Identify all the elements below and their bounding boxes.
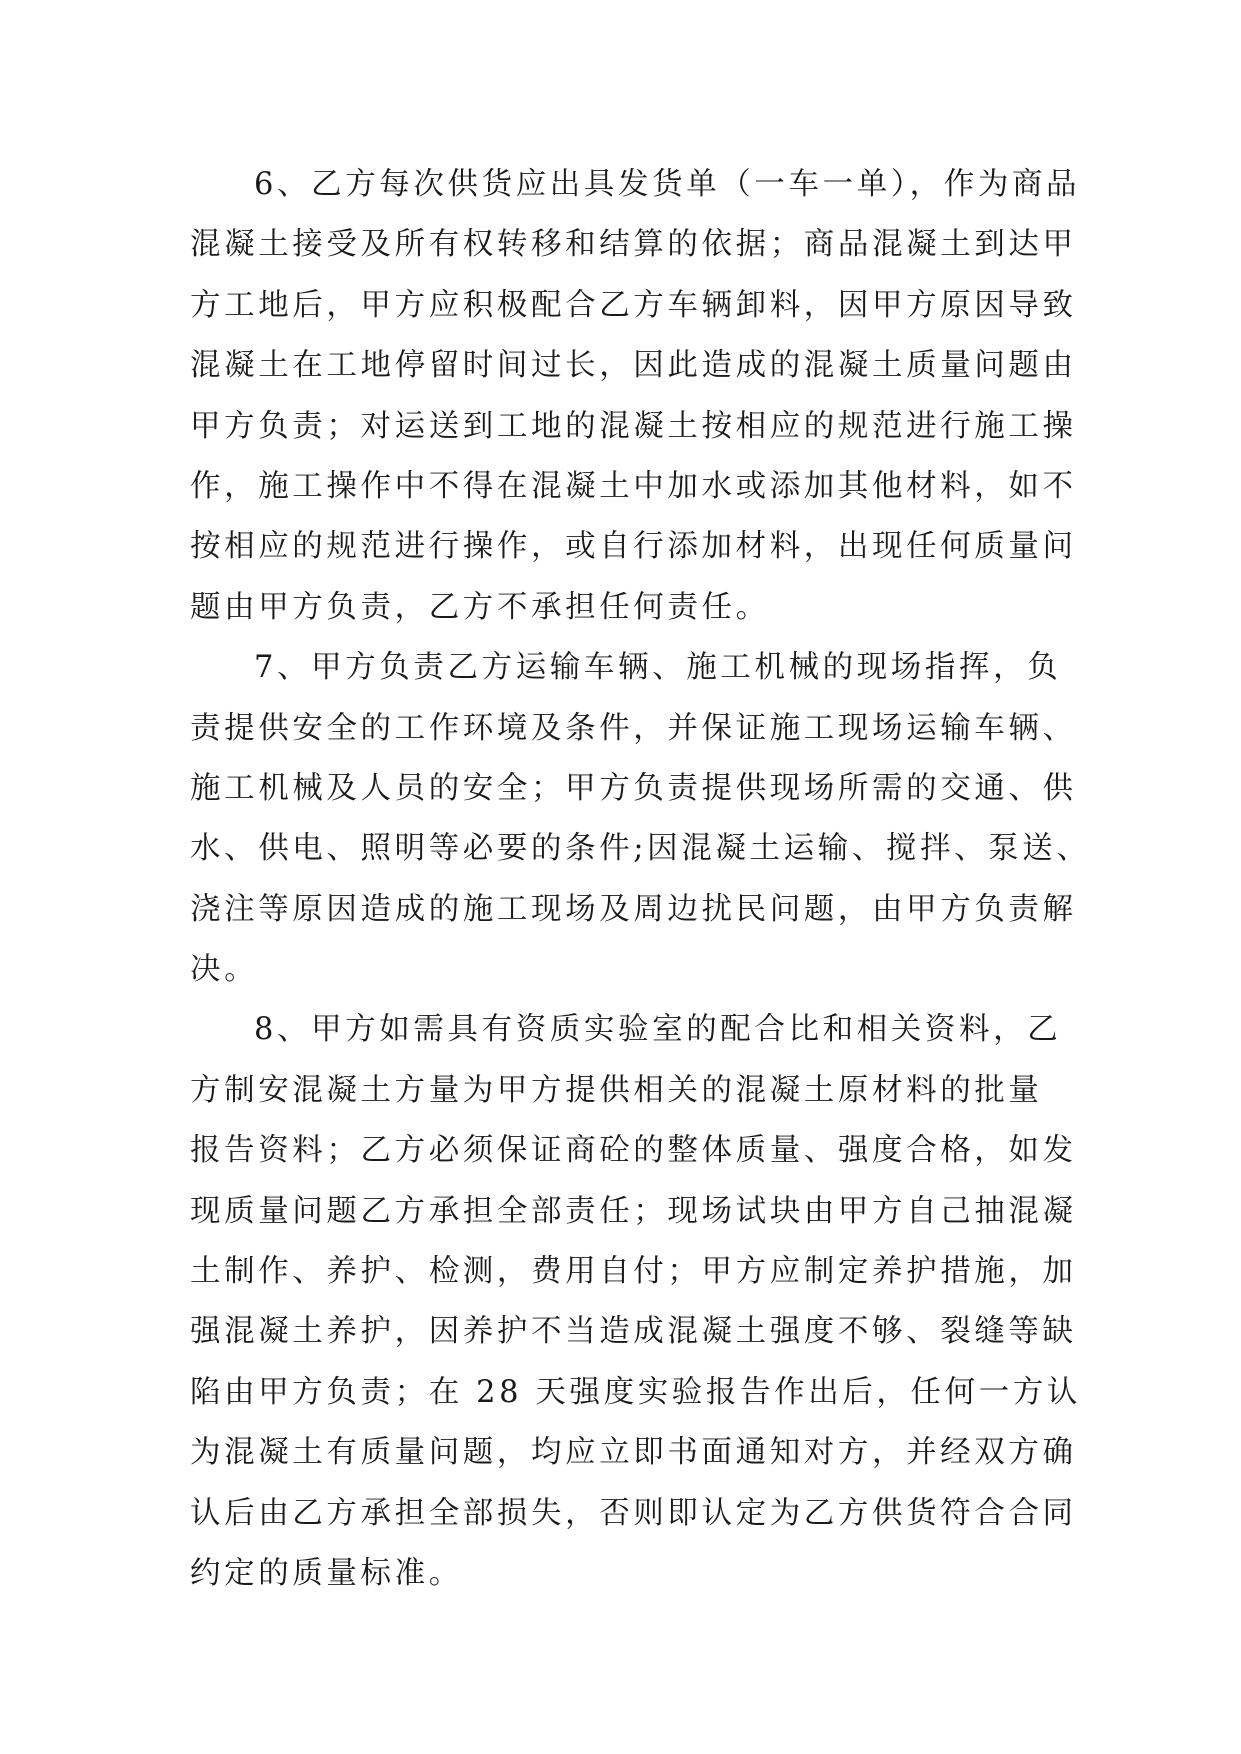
text-line: 陷由甲方负责；在 28 天强度实验报告作出后，任何一方认: [190, 1374, 1081, 1410]
text-line: 约定的质量标准。: [190, 1555, 463, 1591]
text-line: 作，施工操作中不得在混凝土中加水或添加其他材料，如不: [190, 468, 1077, 504]
paragraph-6: [190, 155, 1081, 638]
text-line: 浇注等原因造成的施工现场及周边扰民问题，由甲方负责解: [190, 891, 1077, 927]
text-line: 7、甲方负责乙方运输车辆、施工机械的现场指挥，负: [254, 650, 1062, 686]
text-line: 甲方负责；对运送到工地的混凝土按相应的规范进行施工操: [190, 408, 1077, 444]
text-line: 8、甲方如需具有资质实验室的配合比和相关资料，乙: [254, 1012, 1062, 1048]
text-line: 方工地后，甲方应积极配合乙方车辆卸料，因甲方原因导致: [190, 287, 1077, 323]
text-line: 混凝土接受及所有权转移和结算的依据；商品混凝土到达甲: [190, 227, 1077, 263]
text-line: 报告资料；乙方必须保证商砼的整体质量、强度合格，如发: [190, 1133, 1077, 1169]
text-line: 方制安混凝土方量为甲方提供相关的混凝土原材料的批量: [190, 1072, 1043, 1108]
text-line: 为混凝土有质量问题，均应立即书面通知对方，并经双方确: [190, 1435, 1077, 1471]
text-line: 决。: [190, 952, 259, 988]
text-line: 混凝土在工地停留时间过长，因此造成的混凝土质量问题由: [190, 348, 1077, 384]
text-line: 认后由乙方承担全部损失，否则即认定为乙方供货符合合同: [190, 1495, 1077, 1531]
text-line: 施工机械及人员的安全；甲方负责提供现场所需的交通、供: [190, 770, 1077, 806]
text-line: 水、供电、照明等必要的条件;因混凝土运输、搅拌、泵送、: [190, 831, 1091, 867]
text-line: 责提供安全的工作环境及条件，并保证施工现场运输车辆、: [190, 710, 1077, 746]
text-line: 题由甲方负责，乙方不承担任何责任。: [190, 589, 770, 625]
paragraph-7: [190, 638, 1091, 1000]
text-line: 现质量问题乙方承担全部责任；现场试块由甲方自己抽混凝: [190, 1193, 1077, 1229]
text-line: 6、乙方每次供货应出具发货单（一车一单），作为商品: [254, 167, 1081, 202]
paragraph-8: [190, 1000, 1081, 1604]
text-line: 按相应的规范进行操作，或自行添加材料，出现任何质量问: [190, 529, 1077, 565]
text-line: 土制作、养护、检测，费用自付；甲方应制定养护措施，加: [190, 1254, 1077, 1290]
document-body: [190, 155, 1091, 1604]
text-line: 强混凝土养护，因养护不当造成混凝土强度不够、裂缝等缺: [190, 1314, 1077, 1350]
